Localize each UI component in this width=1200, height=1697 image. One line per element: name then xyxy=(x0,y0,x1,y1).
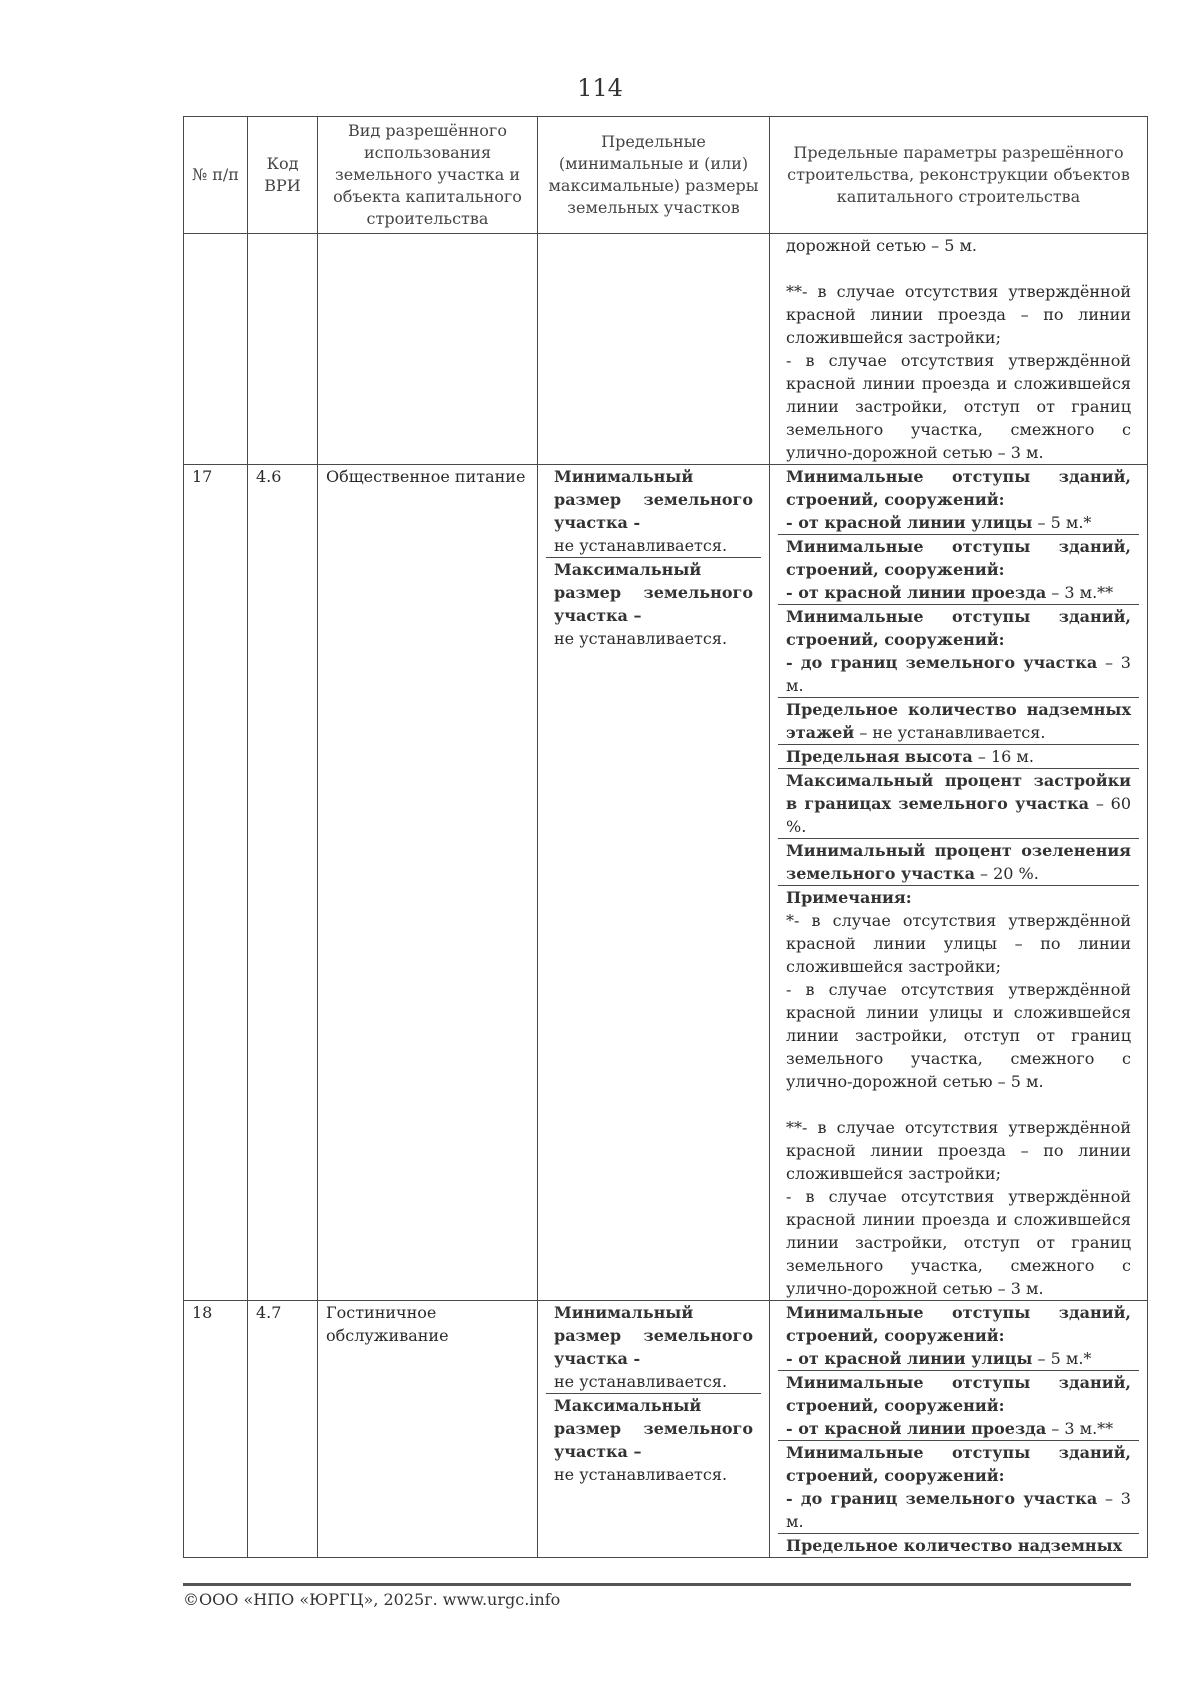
param-setback-boundary xyxy=(778,1441,1139,1534)
param-coverage xyxy=(778,769,1139,839)
param-value: – 60 %. xyxy=(786,794,1132,836)
table-header-row xyxy=(184,117,1148,234)
row-params-cell xyxy=(770,465,1148,1301)
page-number: 114 xyxy=(577,74,623,102)
param-setback-driveway xyxy=(778,535,1139,605)
size-max xyxy=(546,1394,761,1486)
table-row-continuation xyxy=(184,234,1148,465)
size-max-value: не устанавливается. xyxy=(554,1465,728,1484)
param-height xyxy=(778,745,1139,769)
param-floors xyxy=(778,698,1139,745)
param-value: – 3 м.** xyxy=(1046,1419,1114,1438)
param-setback-street xyxy=(778,465,1139,535)
row-code: 4.7 xyxy=(248,1301,318,1558)
table-row xyxy=(184,465,1148,1301)
param-sublabel: - от красной линии улицы xyxy=(786,513,1033,532)
param-label: Минимальные отступы зданий, строений, сооружений: xyxy=(786,537,1131,579)
table-row xyxy=(184,1301,1148,1558)
param-label: Максимальный процент застройки в границах земельного участка xyxy=(786,771,1131,813)
param-label: Минимальные отступы зданий, строений, сооружений: xyxy=(786,1373,1131,1415)
row-use-name: Гостиничное обслуживание xyxy=(318,1301,538,1558)
param-value: – 3 м. xyxy=(786,653,1131,695)
header-number: № п/п xyxy=(184,117,248,234)
param-sublabel: - от красной линии проезда xyxy=(786,1419,1047,1438)
param-floors xyxy=(778,1534,1139,1557)
size-min-label: Минимальный размер земельного участка - xyxy=(554,1303,753,1368)
param-value: – 5 м.* xyxy=(1032,1349,1092,1368)
blank-line xyxy=(786,1093,1131,1116)
size-min-label: Минимальный размер земельного участка - xyxy=(554,467,753,532)
size-min-value: не устанавливается. xyxy=(554,1372,728,1391)
header-code: Код ВРИ xyxy=(248,117,318,234)
blank-line xyxy=(778,257,1139,280)
param-setback-street xyxy=(778,1301,1139,1371)
continuation-line: **- в случае отсутствия утверждённой красной линии проезда – по линии сложившейся застройки; xyxy=(786,282,1131,347)
row-number: 18 xyxy=(184,1301,248,1558)
param-sublabel: - до границ земельного участка xyxy=(786,1489,1098,1508)
header-use-type: Вид разрешённого использования земельного участка и объекта капитального строительства xyxy=(318,117,538,234)
param-label: Минимальные отступы зданий, строений, сооружений: xyxy=(786,467,1131,509)
continuation-cell xyxy=(770,234,1148,465)
param-label: Предельное количество надземных xyxy=(786,1536,1123,1555)
continuation-line: дорожной сетью – 5 м. xyxy=(786,236,978,255)
param-value: – 16 м. xyxy=(972,747,1034,766)
row-params-cell xyxy=(770,1301,1148,1558)
param-label: Минимальные отступы зданий, строений, сооружений: xyxy=(786,1303,1131,1345)
row-use-name: Общественное питание xyxy=(318,465,538,1301)
param-label: Предельная высота xyxy=(786,747,973,766)
size-max xyxy=(546,558,761,650)
row-sizes-cell xyxy=(538,465,770,1301)
param-sublabel: - от красной линии улицы xyxy=(786,1349,1033,1368)
param-value: – 3 м. xyxy=(786,1489,1131,1531)
param-value: – не устанавливается. xyxy=(854,723,1046,742)
note-line: *- в случае отсутствия утверждённой красной линии улицы – по линии сложившейся застройки; xyxy=(786,911,1131,976)
param-greening xyxy=(778,839,1139,886)
note-line: - в случае отсутствия утверждённой красной линии проезда и сложившейся линии застройки, отступ от границ земельного участка, смежного с улично-дорожной сетью – 3 м. xyxy=(786,1187,1131,1298)
header-construction-params: Предельные параметры разрешённого строительства, реконструкции объектов капитального строительства xyxy=(770,117,1148,234)
size-min xyxy=(546,465,761,558)
notes-block xyxy=(778,886,1139,1300)
param-label: Минимальные отступы зданий, строений, сооружений: xyxy=(786,607,1131,649)
continuation-line: - в случае отсутствия утверждённой красной линии проезда и сложившейся линии застройки, отступ от границ земельного участка, смежного с улично-дорожной сетью – 3 м. xyxy=(786,351,1131,462)
param-sublabel: - до границ земельного участка xyxy=(786,653,1098,672)
param-label: Предельное количество надземных этажей xyxy=(786,700,1131,742)
param-sublabel: - от красной линии проезда xyxy=(786,583,1047,602)
size-min-value: не устанавливается. xyxy=(554,536,728,555)
note-line: **- в случае отсутствия утверждённой красной линии проезда – по линии сложившейся застройки; xyxy=(786,1118,1131,1183)
param-label: Минимальные отступы зданий, строений, сооружений: xyxy=(786,1443,1131,1485)
footer-copyright: ©ООО «НПО «ЮРГЦ», 2025г. www.urgc.info xyxy=(183,1590,561,1609)
row-sizes-cell xyxy=(538,1301,770,1558)
param-value: – 5 м.* xyxy=(1032,513,1092,532)
param-setback-boundary xyxy=(778,605,1139,698)
param-value: – 20 %. xyxy=(974,864,1039,883)
notes-title: Примечания: xyxy=(786,888,912,907)
regulations-table xyxy=(183,116,1148,1558)
param-setback-driveway xyxy=(778,1371,1139,1441)
param-value: – 3 м.** xyxy=(1046,583,1114,602)
note-line: - в случае отсутствия утверждённой красной линии улицы и сложившейся линии застройки, отступ от границ земельного участка, смежного с улично-дорожной сетью – 5 м. xyxy=(786,980,1131,1091)
param-label: Минимальный процент озеленения земельного участка xyxy=(786,841,1131,883)
size-max-label: Максимальный размер земельного участка – xyxy=(554,1396,753,1461)
header-plot-sizes: Предельные (минимальные и (или) максимальные) размеры земельных участков xyxy=(538,117,770,234)
footer-divider xyxy=(183,1583,1131,1586)
row-code: 4.6 xyxy=(248,465,318,1301)
row-number: 17 xyxy=(184,465,248,1301)
size-max-label: Максимальный размер земельного участка – xyxy=(554,560,753,625)
size-min xyxy=(546,1301,761,1394)
size-max-value: не устанавливается. xyxy=(554,629,728,648)
